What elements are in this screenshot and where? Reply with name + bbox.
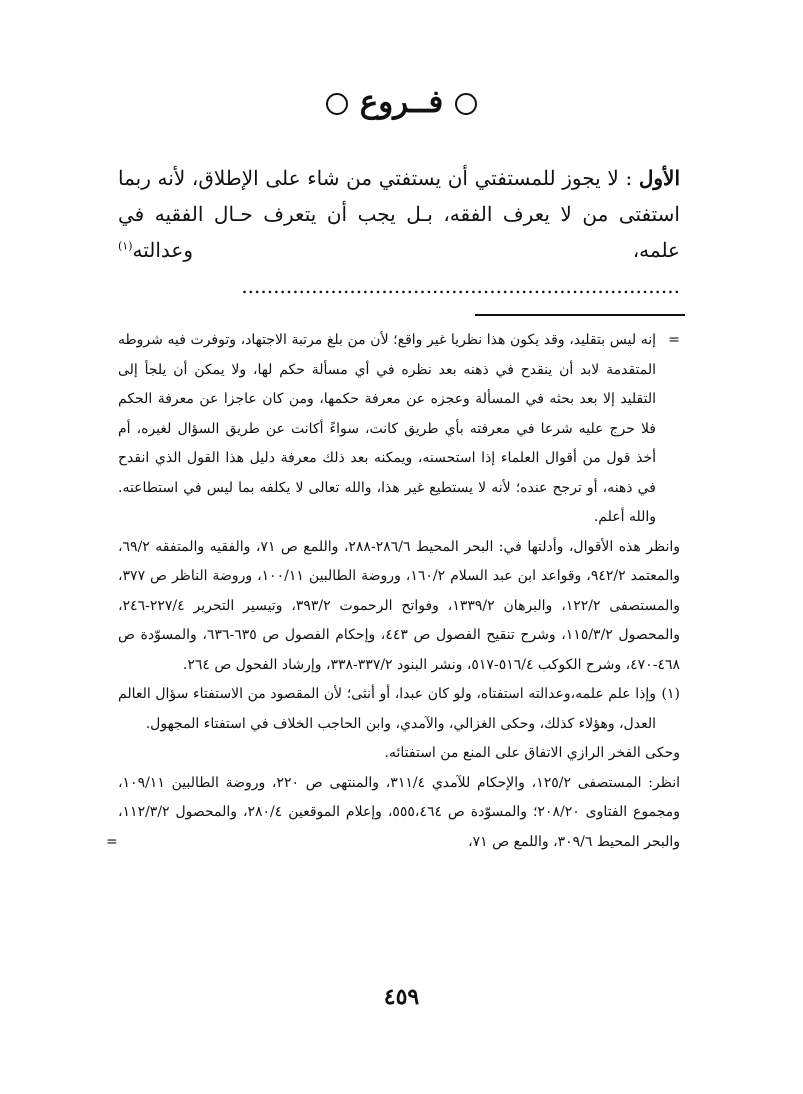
section-title: فــروع [359, 84, 444, 120]
footnote-text: وحكى الفخر الرازي الاتفاق على المنع من استفتائه. [384, 745, 680, 761]
main-paragraph [118, 160, 680, 304]
footnote-text: إنه ليس بتقليد، وقد يكون هذا نظريا غير واقع؛ لأن من بلغ مرتبة الاجتهاد، وتوفرت فيه شروطه المتقدمة لابد أن ينقدح في ذهنه بعد نظره في أي مسألة حكم لها، ولا يمكن أن يلجأ إلى التقليد إلا بعد بحثه في المسألة وعجزه عن معرفة حكمها، ومن كان عاجزا عن معرفة الحكم فلا حرج عليه شرعا في معرفته بأي طريق كانت، سواءً أكانت عن طريق السؤال لغيره، أم أخذ قول من أقوال العلماء إذا استحسنه، ويمكنه بعد ذلك معرفة دليل هذا القول الذي انقدح في ذهنه، أو ترجح عنده؛ لأنه لا يستطيع غير هذا، والله تعالى لا يكلفه بما ليس في استطاعته. والله أعلم. [118, 332, 656, 525]
continuation-mark: = [668, 332, 680, 348]
footnote-continued [118, 326, 680, 533]
main-text: : لا يجوز للمستفتي أن يستفتي من شاء على الإطلاق، لأنه ربما استفتى من لا يعرف الفقه، بـل يجب أن يتعرف حـال الفقيه في علمه، وعدالته [118, 166, 680, 262]
footnote-1-para-3 [106, 769, 681, 858]
footnote-number: (١) [661, 686, 680, 702]
footnote-text: انظر: المستصفى ١٢٥/٢، والإحكام للآمدي ٣١١/٤، والمنتهى ص ٢٢٠، وروضة الطالبين ١٠٩/١١، ومجموع الفتاوى ٢٠٨/٢٠؛ والمسوّدة ص ٥٥٥،٤٦٤، وإعلام الموقعين ٢٨٠/٤، والمحصول ١١٢/٣/٢، والبحر المحيط ٣٠٩/٦، واللمع ص ٧١، [118, 774, 681, 850]
footnote-text: وانظر هذه الأقوال، وأدلتها في: البحر المحيط ٢٨٦/٦-٢٨٨، واللمع ص ٧١، والفقيه والمتفقه ٦٩/٢، والمعتمد ٩٤٢/٢، وقواعد ابن عبد السلام ١٦٠/٢، وروضة الطالبين ١٠٠/١١، وروضة الناظر ص ٣٧٧، والمستصفى ١٢٢/٢، والبرهان ١٣٣٩/٢، وفواتح الرحموت ٣٩٣/٢، وتيسير التحرير ٢٢٧/٤-٢٤٦، والمحصول ١١٥/٣/٢، وشرح تنقيح الفصول ص ٤٤٣، وإحكام الفصول ص ٦٣٥-٦٣٦، والمسوّدة ص ٤٦٨-٤٧٠، وشرح الكوكب ٥١٦/٤-٥١٧، ونشر البنود ٣٣٧/٢-٣٣٨، وإرشاد الفحول ص ٢٦٤. [118, 538, 681, 673]
page-number: ٤٥٩ [383, 984, 420, 1010]
footnote-separator [475, 314, 685, 316]
lead-word: الأول [638, 166, 681, 190]
footnotes [106, 326, 681, 857]
continues-mark: = [106, 833, 118, 850]
footnote-text: وإذا علم علمه،وعدالته استفتاه، ولو كان عبدا، أو أنثى؛ لأن المقصود من الاستفتاء سؤال العالم العدل، وهؤلاء كذلك، وحكى الغزالي، والآمدي، وابن الحاجب الخلاف في استفتاء المجهول. [118, 686, 656, 732]
section-heading [0, 84, 803, 120]
circle-ornament-icon [455, 93, 477, 115]
footnote-sources [118, 533, 680, 681]
circle-ornament-icon [326, 93, 348, 115]
footnote-reference: (١) [118, 239, 133, 253]
footnote-1-para-2 [118, 739, 680, 769]
dotted-leader: ..................................................................... [241, 274, 680, 298]
footnote-1 [118, 680, 680, 739]
